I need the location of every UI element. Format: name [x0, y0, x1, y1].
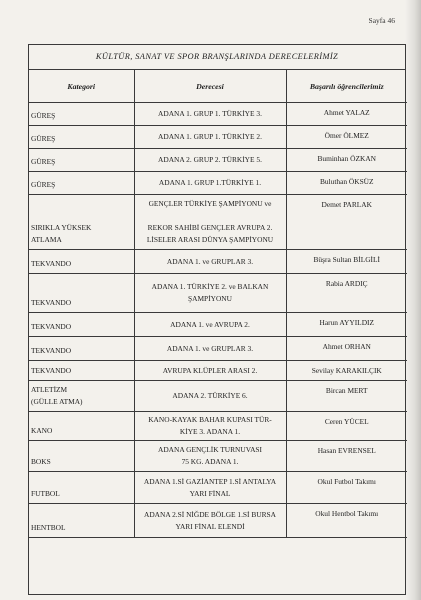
table-row [29, 337, 407, 361]
cell-kategori [29, 412, 134, 441]
cell-kategori-line: GÜREŞ [31, 157, 56, 166]
cell-derecesi-line: ADANA 1. TÜRKİYE 2. ve BALKAN [151, 282, 269, 291]
cell-kategori [29, 149, 134, 172]
cell-kategori-line: HENTBOL [31, 523, 66, 532]
cell-kategori-line: GÜREŞ [31, 111, 56, 120]
cell-ogrenci [286, 126, 407, 149]
cell-derecesi-line: ADANA 1. GRUP 1. TÜRKİYE 2. [158, 132, 262, 141]
table-row [29, 126, 407, 149]
table-row [29, 103, 407, 126]
cell-ogrenci-line: Buminhan ÖZKAN [317, 154, 376, 163]
cell-derecesi-line: ADANA 2.Sİ NİĞDE BÖLGE 1.Sİ BURSA [143, 509, 276, 519]
page-edge-shadow [405, 0, 421, 600]
cell-derecesi [134, 313, 286, 337]
cell-derecesi-line: ADANA 1. GRUP 1. TÜRKİYE 3. [158, 109, 262, 118]
table-header-row [29, 70, 407, 103]
cell-derecesi [134, 472, 286, 504]
cell-ogrenci [286, 274, 407, 313]
cell-kategori [29, 313, 134, 337]
cell-ogrenci-line: Buluthan ÖKSÜZ [319, 177, 374, 186]
results-document [28, 44, 406, 595]
cell-derecesi [134, 250, 286, 274]
cell-derecesi [134, 103, 286, 126]
cell-derecesi [134, 172, 286, 195]
cell-kategori [29, 441, 134, 472]
cell-ogrenci [286, 381, 407, 412]
cell-derecesi-line: ADANA 2. TÜRKİYE 6. [172, 391, 248, 400]
cell-ogrenci [286, 337, 407, 361]
column-header-derecesi: Derecesi [134, 70, 286, 103]
cell-ogrenci-line: Sevilay KARAKILÇIK [311, 366, 382, 375]
cell-derecesi-line: GENÇLER TÜRKİYE ŞAMPİYONU ve [148, 199, 272, 208]
cell-derecesi-line: ADANA 1. GRUP 1.TÜRKİYE 1. [158, 178, 262, 187]
cell-derecesi [134, 274, 286, 313]
table-row [29, 381, 407, 412]
cell-derecesi [134, 337, 286, 361]
cell-ogrenci [286, 441, 407, 472]
cell-derecesi [134, 126, 286, 149]
cell-derecesi [134, 504, 286, 538]
cell-kategori-line: FUTBOL [31, 489, 60, 498]
cell-derecesi-line: ADANA 2. GRUP 2. TÜRKİYE 5. [158, 155, 262, 164]
cell-kategori [29, 250, 134, 274]
cell-derecesi-line: LİSELER ARASI DÜNYA ŞAMPİYONU [146, 235, 274, 244]
cell-derecesi-line: ADANA 1. ve AVRUPA 2. [170, 319, 250, 329]
cell-kategori [29, 195, 134, 250]
cell-kategori-line: ATLAMA [31, 235, 62, 244]
cell-ogrenci-line: Bircan MERT [325, 386, 368, 395]
cell-derecesi-line: ADANA 1. ve GRUPLAR 3. [166, 256, 254, 266]
table-row [29, 361, 407, 381]
cell-ogrenci-line: Demet PARLAK [321, 200, 372, 209]
cell-derecesi-line [137, 210, 284, 222]
table-row [29, 504, 407, 538]
cell-ogrenci [286, 412, 407, 441]
cell-derecesi [134, 195, 286, 250]
cell-derecesi-line: 75 KG. ADANA 1. [181, 457, 239, 466]
cell-ogrenci-line: Ahmet ORHAN [322, 342, 371, 351]
cell-kategori-line: BOKS [31, 457, 51, 466]
column-header-kategori: Kategori [29, 70, 134, 103]
cell-derecesi [134, 412, 286, 441]
table-row [29, 172, 407, 195]
cell-ogrenci-line: Rabia ARDIÇ [325, 279, 368, 288]
table-row [29, 472, 407, 504]
cell-ogrenci [286, 103, 407, 126]
table-body [29, 103, 407, 538]
cell-kategori-line: TEKVANDO [31, 346, 72, 355]
cell-ogrenci [286, 172, 407, 195]
cell-derecesi-line: ADANA GENÇLİK TURNUVASI [157, 445, 263, 454]
cell-kategori [29, 361, 134, 381]
cell-ogrenci-line: Ahmet YALAZ [323, 108, 370, 117]
cell-kategori [29, 337, 134, 361]
cell-ogrenci-line: Büşra Sultan BİLGİLİ [313, 255, 380, 264]
cell-derecesi-line: AVRUPA KLÜPLER ARASI 2. [162, 365, 258, 375]
cell-ogrenci-line: Okul Hentbol Takımı [315, 509, 379, 518]
page-number: Sayfa 46 [368, 16, 395, 25]
table-row [29, 412, 407, 441]
cell-derecesi-line: ADANA 1. ve GRUPLAR 3. [166, 343, 254, 353]
cell-kategori-line: KANO [31, 426, 53, 435]
table-row [29, 313, 407, 337]
cell-kategori-line: TEKVANDO [31, 322, 72, 331]
cell-kategori-line: TEKVANDO [31, 259, 72, 268]
cell-derecesi-line: YARI FİNAL [189, 488, 231, 498]
results-table [29, 70, 407, 538]
cell-derecesi [134, 149, 286, 172]
cell-kategori-line: TEKVANDO [31, 366, 72, 375]
cell-ogrenci [286, 195, 407, 250]
cell-ogrenci-line: Okul Futbol Takımı [317, 477, 376, 486]
cell-derecesi [134, 361, 286, 381]
cell-ogrenci [286, 250, 407, 274]
cell-derecesi-line: ADANA 1.Sİ GAZİANTEP 1.Sİ ANTALYA [143, 476, 277, 486]
cell-kategori [29, 274, 134, 313]
cell-kategori [29, 504, 134, 538]
cell-kategori-line: TEKVANDO [31, 298, 72, 307]
document-title: KÜLTÜR, SANAT VE SPOR BRANŞLARINDA DERECELERİMİZ [29, 45, 405, 70]
cell-ogrenci [286, 149, 407, 172]
cell-ogrenci [286, 504, 407, 538]
cell-kategori-line: GÜREŞ [31, 134, 56, 143]
table-row [29, 250, 407, 274]
table-row [29, 274, 407, 313]
cell-kategori [29, 381, 134, 412]
cell-kategori-line: ATLETİZM [31, 385, 68, 394]
column-header-ogrenciler: Başarılı öğrencilerimiz [286, 70, 407, 103]
cell-kategori [29, 103, 134, 126]
cell-ogrenci [286, 472, 407, 504]
cell-kategori [29, 472, 134, 504]
cell-ogrenci-line: Ömer ÖLMEZ [324, 131, 369, 140]
table-row [29, 441, 407, 472]
cell-ogrenci-line: Ceren YÜCEL [324, 417, 369, 426]
cell-derecesi-line: YARI FİNAL ELENDİ [175, 521, 245, 531]
cell-ogrenci-line: Harun AYYILDIZ [319, 318, 375, 327]
cell-ogrenci [286, 313, 407, 337]
cell-kategori-line: GÜREŞ [31, 180, 56, 189]
cell-derecesi-line: REKOR SAHİBİ GENÇLER AVRUPA 2. [147, 223, 273, 232]
cell-kategori [29, 126, 134, 149]
cell-derecesi-line: ŞAMPİYONU [188, 294, 232, 303]
table-row [29, 149, 407, 172]
cell-derecesi [134, 381, 286, 412]
cell-derecesi [134, 441, 286, 472]
cell-ogrenci [286, 361, 407, 381]
table-row [29, 195, 407, 250]
cell-kategori-line: SIRIKLA YÜKSEK [31, 223, 92, 232]
cell-derecesi-line: KİYE 3. ADANA 1. [179, 427, 241, 436]
cell-kategori [29, 172, 134, 195]
cell-kategori-line: (GÜLLE ATMA) [31, 397, 83, 406]
cell-ogrenci-line: Hasan EVRENSEL [317, 446, 376, 455]
cell-derecesi-line: KANO-KAYAK BAHAR KUPASI TÜR- [148, 415, 272, 424]
